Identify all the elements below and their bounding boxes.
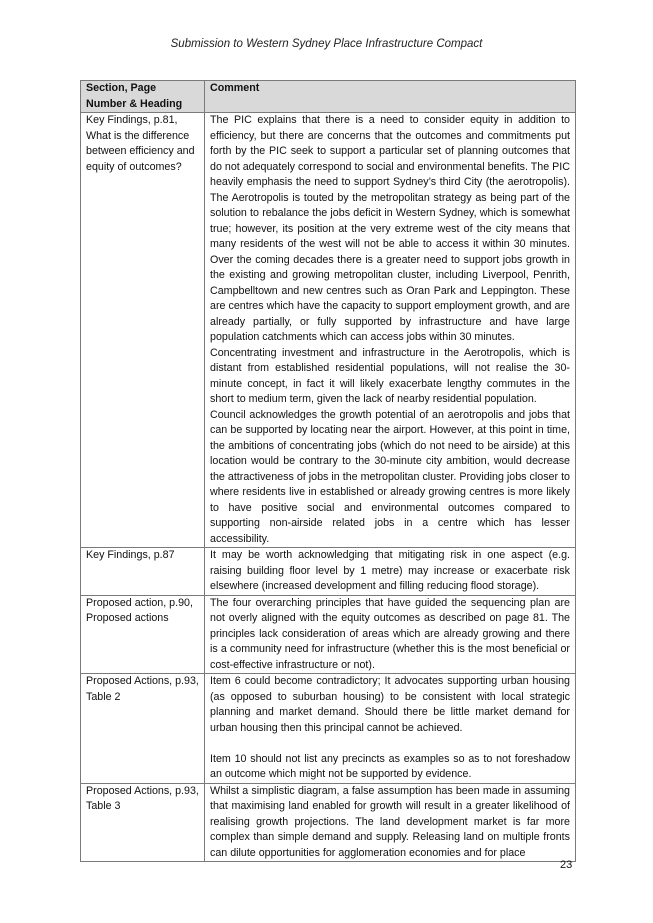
section-cell: Proposed Actions, p.93, Table 2	[81, 674, 205, 784]
comments-table	[80, 80, 576, 862]
comment-paragraph: Item 6 could become contradictory; It advocates supporting urban housing (as opposed to suburban housing) to be consistent with local strategic planning and market demand. Should there be little market demand for urban housing then this principal cannot be achieved.	[210, 675, 570, 734]
comment-cell	[205, 674, 576, 784]
section-cell: Key Findings, p.81, What is the difference between efficiency and equity of outcomes?	[81, 113, 205, 548]
comment-paragraph: Council acknowledges the growth potential of an aerotropolis and jobs that can be supported by locating near the airport. However, at this point in time, the ambitions of concentrating jobs (which do not need to be airside) at this location would be contrary to the 30-minute city ambition, would decrease the attractiveness of jobs in the metropolitan cluster. Providing jobs closer to where residents live in established or already growing centres is more likely to have positive social and environmental outcomes compared to supporting non-airside related jobs in a centre which has lesser accessibility.	[210, 408, 570, 545]
comment-paragraph: The PIC explains that there is a need to consider equity in addition to efficiency, but there are concerns that the outcomes and commitments put forth by the PIC seek to support a particular set of planning outcomes that do not adequately correspond to social and environmental benefits. The PIC heavily emphasis the need to support Sydney’s third City (the aerotropolis). The Aerotropolis is touted by the metropolitan strategy as being part of the solution to rebalance the jobs deficit in Western Sydney, which is somewhat true; however, its position at the very extreme west of the city means that many residents of the west will not be able to access it within 30 minutes. Over the coming decades there is a greater need to support jobs growth in the existing and growing metropolitan cluster, including Liverpool, Penrith, Campbelltown and new centres such as Oran Park and Leppington. These are centres which have the capacity to support employment growth, and are already partially, or fully supported by infrastructure and have large population catchments which can access jobs within 30 minutes.	[210, 114, 570, 343]
table-row	[81, 783, 576, 862]
column-header-comment: Comment	[205, 81, 576, 113]
table-row	[81, 595, 576, 674]
comment-paragraph: The four overarching principles that have guided the sequencing plan are not overly aligned with the equity outcomes as described on page 81. The principles lack consideration of areas which are already growing and there is a community need for infrastructure (whether this is the most beneficial or cost-effective infrastructure or not).	[210, 596, 570, 671]
section-cell: Key Findings, p.87	[81, 548, 205, 596]
comment-cell	[205, 595, 576, 674]
comment-cell	[205, 783, 576, 862]
table-header-row	[81, 81, 576, 113]
comment-paragraph: Concentrating investment and infrastructure in the Aerotropolis, which is distant from established residential populations, will not realise the 30-minute concept, in fact it will likely exacerbate lengthy commutes in the short to medium term, given the lack of nearby residential population.	[210, 346, 570, 405]
comment-paragraph: It may be worth acknowledging that mitigating risk in one aspect (e.g. raising building floor level by 1 metre) may increase or exacerbate risk elsewhere (increased development and filling reducing flood storage).	[210, 549, 570, 592]
comment-cell	[205, 548, 576, 596]
page-header: Submission to Western Sydney Place Infrastructure Compact	[170, 38, 483, 50]
table-row	[81, 674, 576, 784]
comment-paragraph: Whilst a simplistic diagram, a false assumption has been made in assuming that maximising land enabled for growth will result in a greater likelihood of realising growth projections. The land development market is far more complex than simple demand and supply. Releasing land on multiple fronts can dilute opportunities for agglomeration economies and for place	[210, 784, 570, 859]
page-number: 23	[560, 859, 573, 871]
column-header-section: Section, Page Number & Heading	[81, 81, 205, 113]
table-row	[81, 113, 576, 548]
comment-paragraph: Item 10 should not list any precincts as examples so as to not foreshadow an outcome which might not be supported by evidence.	[210, 752, 570, 780]
section-cell: Proposed action, p.90, Proposed actions	[81, 595, 205, 674]
comment-cell	[205, 113, 576, 548]
table-row	[81, 548, 576, 596]
section-cell: Proposed Actions, p.93, Table 3	[81, 783, 205, 862]
